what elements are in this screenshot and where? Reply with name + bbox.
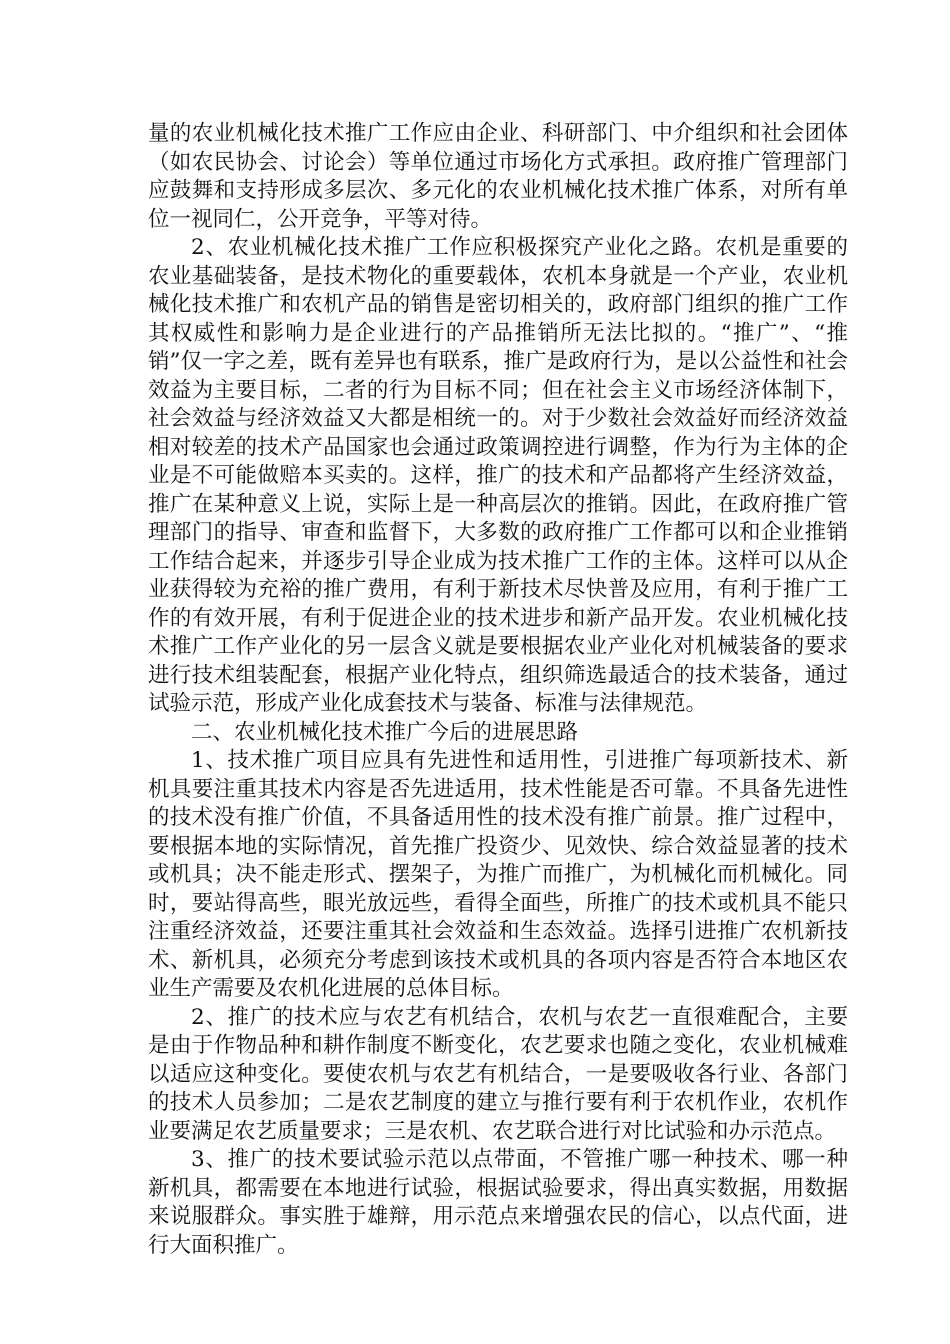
paragraph-point-3: 3、推广的技术要试验示范以点带面，不管推广哪一种技术、哪一种新机具，都需要在本地进行试验，根据试验要求，得出真实数据，用数据来说服群众。事实胜于雄辩，用示范点来增强农民的信心，以点代面，进行大面积推广。 (148, 1147, 848, 1258)
document-page (148, 120, 848, 1260)
paragraph-industrialization: 2、农业机械化技术推广工作应积极探究产业化之路。农机是重要的农业基础装备，是技术物化的重要载体，农机本身就是一个产业，农业机械化技术推广和农机产品的销售是密切相关的，政府部门组织的推广工作其权威性和影响力是企业进行的产品推销所无法比拟的。“推广”、“推销”仅一字之差，既有差异也有联系，推广是政府行为，是以公益性和社会效益为主要目标，二者的行为目标不同；但在社会主义市场经济体制下，社会效益与经济效益又大都是相统一的。对于少数社会效益好而经济效益相对较差的技术产品国家也会通过政策调控进行调整，作为行为主体的企业是不可能做赔本买卖的。这样，推广的技术和产品都将产生经济效益，推广在某种意义上说，实际上是一种高层次的推销。因此，在政府推广管理部门的指导、审查和监督下，大多数的政府推广工作都可以和企业推销工作结合起来，并逐步引导企业成为技术推广工作的主体。这样可以从企业获得较为充裕的推广费用，有利于新技术尽快普及应用，有利于推广工作的有效开展，有利于促进企业的技术进步和新产品开发。农业机械化技术推广工作产业化的另一层含义就是要根据农业产业化对机械装备的要求进行技术组装配套，根据产业化特点，组织筛选最适合的技术装备，通过试验示范，形成产业化成套技术与装备、标准与法律规范。 (148, 235, 848, 716)
paragraph-point-2: 2、推广的技术应与农艺有机结合，农机与农艺一直很难配合，主要是由于作物品种和耕作制度不断变化，农艺要求也随之变化，农业机械难以适应这种变化。要使农机与农艺有机结合，一是要吸收各行业、各部门的技术人员参加；二是农艺制度的建立与推行要有利于农机作业，农机作业要满足农艺质量要求；三是农机、农艺联合进行对比试验和办示范点。 (148, 1004, 848, 1144)
section-heading: 二、农业机械化技术推广今后的进展思路 (191, 719, 579, 745)
paragraph-point-1: 1、技术推广项目应具有先进性和适用性，引进推广每项新技术、新机具要注重其技术内容是否先进适用，技术性能是否可靠。不具备先进性的技术没有推广价值，不具备适用性的技术没有推广前景。推广过程中，要根据本地的实际情况，首先推广投资少、见效快、综合效益显著的技术或机具；决不能走形式、摆架子，为推广而推广，为机械化而机械化。同时，要站得高些，眼光放远些，看得全面些，所推广的技术或机具不能只注重经济效益，还要注重其社会效益和生态效益。选择引进推广农机新技术、新机具，必须充分考虑到该技术或机具的各项内容是否符合本地区农业生产需要及农机化进展的总体目标。 (148, 748, 848, 1001)
paragraph-continuation: 量的农业机械化技术推广工作应由企业、科研部门、中介组织和社会团体（如农民协会、讨论会）等单位通过市场化方式承担。政府推广管理部门应鼓舞和支持形成多层次、多元化的农业机械化技术推广体系，对所有单位一视同仁，公开竞争，平等对待。 (148, 121, 848, 232)
